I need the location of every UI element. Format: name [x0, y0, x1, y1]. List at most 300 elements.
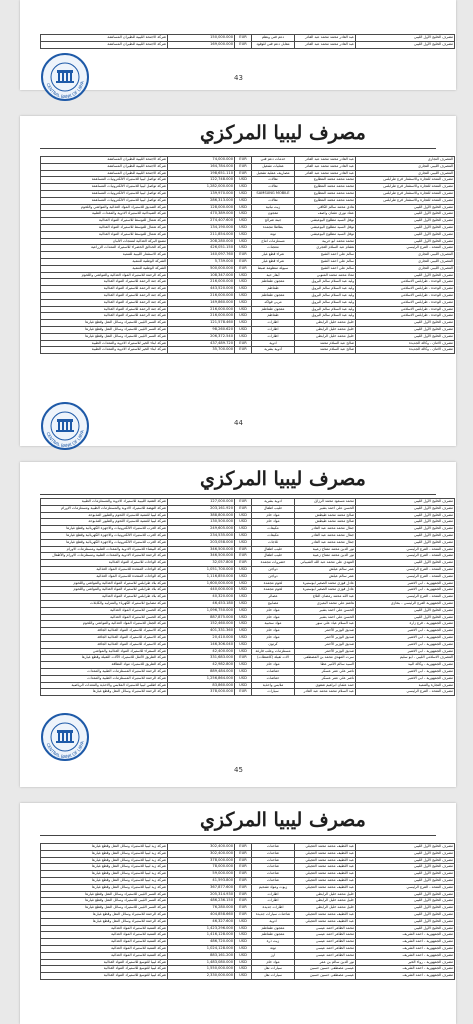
table-cell: 169,000.000 [168, 41, 235, 48]
table-cell: شاحنات [252, 850, 295, 857]
table-cell: شركة الرحمة للاستيراد وسائل النقل وقطع غيارها [41, 689, 168, 696]
table-cell: 367,877.600 [168, 884, 235, 891]
table-cell: 1,423,296.000 [168, 925, 235, 932]
table-cell: مصرف المتحد - الفرع الرئيسي [356, 546, 455, 553]
table-cell: اطارات [252, 320, 295, 327]
table-cell: 378,000.000 [168, 689, 235, 696]
table-cell: مصرف الوحدة - طرابلس الاسلامي [356, 279, 455, 286]
table-cell: USD [235, 320, 252, 327]
table-cell: شركة الرحمة للاستيراد الادوية والمعدات الطبية ومستلزمات الاورام والأطفال [41, 553, 168, 560]
table-cell: جمال محمد محمد عبد القادر [295, 532, 356, 539]
table-cell: شركة الجمل للاستيراد المواد الغذائية والمواشي واللحوم [41, 621, 168, 628]
table-cell: 74,000.000 [168, 157, 235, 164]
table-cell: الحسن علي احمد بشير [295, 607, 356, 614]
table-cell: مكيفات [252, 532, 295, 539]
table-row [41, 286, 455, 293]
table-cell: مواد خام [252, 519, 295, 526]
table-cell: 203,058.000 [168, 539, 235, 546]
table-row [41, 292, 455, 299]
table-row [41, 272, 455, 279]
table-cell: 440,000.000 [168, 587, 235, 594]
table-cell: المصرف التجاري [356, 157, 455, 164]
table-cell: USD [235, 966, 252, 973]
table-cell: الحسن علي احمد بشير [295, 505, 356, 512]
table-row [41, 326, 455, 333]
table-cell: ملابس واحذية [252, 682, 295, 689]
table-row [41, 553, 455, 560]
table-cell: 1,096,750.000 [168, 607, 235, 614]
page-number: 45 [234, 766, 243, 774]
table-cell: صالح عبد السلام محمد [295, 347, 356, 354]
table-cell: شركة شمال للتوسط للاستيراد المواد الغذائية [41, 231, 168, 238]
table-cell: USD [235, 614, 252, 621]
table-cell: شركة مصابيح للاستيراد الكهرباء والمنزليه والكابلات [41, 600, 168, 607]
table-row [41, 898, 455, 905]
table-cell: EUR [235, 347, 252, 354]
table-cell: شركة تواصل ليبيا للاستيراد الالكترونيات المساهمة [41, 177, 168, 184]
table-cell: مستلزمات وعلب فارغة [252, 648, 295, 655]
table-cell: مصرف الخليج الأول الليبي [356, 925, 455, 932]
table-cell: شركة الاجنحة الليبية للطيران المساهمة [41, 163, 168, 170]
table-cell: 404,858.660 [168, 911, 235, 918]
table-cell: عبد اللطيف محمد محمد العجيلي [295, 884, 356, 891]
table-cell: شركة النسر الليبي للاستيراد وسائل النقل وقطع غيارها [41, 333, 168, 340]
table-cell: شركة بلاد طرابلس للاستيراد المواد الغذائية [41, 594, 168, 601]
header-divider [40, 494, 436, 495]
table-cell: مصرف الخليج الأول الليبي [356, 238, 455, 245]
table-cell: وليد عبد السلام سالم البروق [295, 279, 356, 286]
table-cell: محمد مسعود محمد الرزاق [295, 499, 356, 506]
table-cell: USD [235, 945, 252, 952]
table-cell: شركة الرحمة للاستيراد المستلزمات الطبية والمعدات [41, 668, 168, 675]
table-cell: 889,484.000 [168, 668, 235, 675]
table-cell: EUR [235, 655, 252, 662]
table-row [41, 539, 455, 546]
table-cell: نوفل السيد مطلوع البوعيشي [295, 218, 356, 225]
table-body [41, 35, 455, 49]
table-cell: مصرف الجمهورية - احمد الشريف [356, 973, 455, 980]
table-cell: عادل فوزي محمد الصغير ابوستيرة [295, 587, 356, 594]
table-cell: USD [235, 973, 252, 980]
table-cell: سيارات نقل [252, 966, 295, 973]
table-row [41, 190, 455, 197]
central-bank-seal-icon [40, 52, 90, 102]
table-cell: هشام عبد السلام العجري [295, 245, 356, 252]
table-cell: شركة شمال للتوسط للاستيراد المواد الغذائية [41, 218, 168, 225]
table-cell: شراء قطع غيار [252, 252, 295, 259]
table-row [41, 532, 455, 539]
table-cell: شركة الصديق للاستيراد المواد الغذائية والمواشي واللحوم [41, 204, 168, 211]
table-cell: شركة الرحمة للاستيراد المواد الغذائية والمواشي واللحوم [41, 272, 168, 279]
table-cell: مصرف الخليج الأول الليبي [356, 211, 455, 218]
table-cell: شركة الاجنحة الليبية للطيران المساهمة [41, 170, 168, 177]
table-cell: 41,593.800 [168, 877, 235, 884]
table-cell: شركة زيد ليبيا للاستيراد وسائل النقل وقطع غيارها [41, 877, 168, 884]
table-cell: 274,407.600 [168, 218, 235, 225]
table-cell: شركة اطلس ليبيا للاستيراد الملابس والاحذية والمعدات الرياضية [41, 682, 168, 689]
table-row [41, 675, 455, 682]
table-cell: مربى فواكه [252, 299, 295, 306]
table-cell: وليد عبد السلام سالم البروق [295, 313, 356, 320]
table-cell: مصرف الخليج الأول الليبي [356, 864, 455, 871]
table-cell: دواجن [252, 573, 295, 580]
table-cell: مصرف الخليج الأول الليبي [356, 320, 455, 327]
table-cell: مصرف الخليج الأول الليبي [356, 333, 455, 340]
table-cell: USD [235, 197, 252, 204]
table-cell: عمر سالم عيلش [295, 573, 356, 580]
table-cell: مصرف الجمهورية - ابي الاشير [356, 587, 455, 594]
table-row [41, 204, 455, 211]
table-cell: السيد سالم الأمير عطا [295, 662, 356, 669]
table-cell: سيارات [252, 689, 295, 696]
table-cell: 346,500.000 [168, 546, 235, 553]
table-cell: 470,389.000 [168, 211, 235, 218]
table-cell: شركة ليبيا للتوسع للاستيراد المواد الغذائية [41, 966, 168, 973]
table-cell: خضروات مجمدة [252, 560, 295, 567]
table-cell: 150,000.000 [168, 35, 235, 42]
table-cell: شركة الاستثمار الليبية للتنمية [41, 252, 168, 259]
table-cell: EUR [235, 689, 252, 696]
table-row [41, 505, 455, 512]
page-header [20, 116, 456, 152]
table-cell: عبد السلام عياد علي سور [295, 621, 356, 628]
table-row [41, 265, 455, 272]
table-cell: USD [235, 573, 252, 580]
table-cell: شركة جنة الرحمة للاستيراد المواد الغذائية [41, 292, 168, 299]
table-cell: 32,057.800 [168, 560, 235, 567]
table-cell: 216,000.000 [168, 313, 235, 320]
table-cell: معجون طماطم [252, 925, 295, 932]
table-row [41, 157, 455, 164]
table-row [41, 607, 455, 614]
table-cell: معجون [252, 211, 295, 218]
table-cell: شاحنات [252, 857, 295, 864]
table-cell: مصرف الخليج الأول الليبي [356, 911, 455, 918]
table-cell: هادي محمد سالم الكافي [295, 204, 356, 211]
table-cell: مواد خام [252, 607, 295, 614]
table-cell: عيسى مصطفى حسين حسين [295, 973, 356, 980]
table-cell: 426,051.150 [168, 245, 235, 252]
table-cell: مصرف المتحد - الفرع الرئيسي [356, 594, 455, 601]
table-row [41, 184, 455, 191]
table-cell: خليل محمد خليل الرابطي [295, 891, 356, 898]
table-cell: شركة البيضاء للاستيراد الادوية والمعدات الطبية ومستلزمات الاورام [41, 546, 168, 553]
svg-text:CENTRAL BANK OF LIBYA: CENTRAL BANK OF LIBYA [45, 740, 85, 760]
page-number: 43 [234, 74, 243, 82]
table-cell: الات ثقيلة (كاشطات) [252, 655, 295, 662]
table-cell: USD [235, 333, 252, 340]
table-cell: 46,453.180 [168, 600, 235, 607]
table-cell: عبد اللطيف محمد محمد العجيلي [295, 850, 356, 857]
table-cell: مواد خام [252, 614, 295, 621]
table-cell: USD [235, 641, 252, 648]
table-cell: الشركة الوطنية للتنمية [41, 258, 168, 265]
table-cell: صديق الوزير الأحمر [295, 628, 356, 635]
table-cell: شركة تواصل ليبيا للاستيراد الالكترونيات المساهمة [41, 184, 168, 191]
table-cell: دعم فني ونظم [252, 35, 295, 42]
table-row [41, 668, 455, 675]
table-cell: USD [235, 566, 252, 573]
table-row [41, 218, 455, 225]
table-cell: شركة الغرب للاستيراد الالكترونيات والاجهزة الكهربائية وقطع غيارها [41, 526, 168, 533]
table-cell: محمد محمد محمد المطاوع [295, 190, 356, 197]
table-cell: حليب اطفال [252, 546, 295, 553]
table-cell: عبد اللطيف محمد محمد العجيلي [295, 844, 356, 851]
table-cell: مصرف الوحدة - طرابلس الاسلامي [356, 299, 455, 306]
table-cell: معجون طماطم [252, 932, 295, 939]
table-cell: مصرف الجمهورية - احمد الشريف [356, 932, 455, 939]
table-cell: عبد السلام محمد محمد عبد القادر [295, 689, 356, 696]
table-cell: 1,483,080.000 [168, 959, 235, 966]
table-cell: سرت المهدي محمد بن المصطفى [295, 655, 356, 662]
table-row [41, 224, 455, 231]
table-row [41, 238, 455, 245]
table-cell: المصرف الليبي التجاري [356, 170, 455, 177]
table-cell: 205,314.930 [168, 891, 235, 898]
table-cell: معجون طماطم [252, 292, 295, 299]
table-cell: 128,000.000 [168, 204, 235, 211]
table-cell: شاحنات [252, 864, 295, 871]
table-cell: EUR [235, 546, 252, 553]
table-cell: شركة الرحمة للاستيراد وسائل النقل وقطع غيارها [41, 918, 168, 925]
table-cell: 437,489.720 [168, 340, 235, 347]
table-cell: 40,320.000 [168, 594, 235, 601]
table-cell: 1,550,000.000 [168, 966, 235, 973]
table-cell: شركة جنة الرحمة للاستيراد المواد الغذائية [41, 286, 168, 293]
svg-text:CENTRAL BANK OF LIBYA: CENTRAL BANK OF LIBYA [45, 80, 85, 100]
table-cell: معجنات [252, 245, 295, 252]
table-cell: 388,800.000 [168, 512, 235, 519]
table-row [41, 306, 455, 313]
table-cell: USD [235, 532, 252, 539]
table-row [41, 857, 455, 864]
table-cell: USD [235, 952, 252, 959]
table-row [41, 258, 455, 265]
table-cell: 140,097.760 [168, 252, 235, 259]
table-cell: لحوم مجمدة [252, 580, 295, 587]
table-cell: مصرف الجمهورية - ابي الاشير [356, 628, 455, 635]
table-cell: عبد الله محمد رمضان التلاع [295, 594, 356, 601]
table-cell: شركة الاستيراد للاستيراد المواد الغذائية الجافة [41, 634, 168, 641]
table-cell: المصرف الليبي التجاري [356, 265, 455, 272]
table-cell: مصرف الخليج الأول الليبي [356, 532, 455, 539]
table-cell: شركة التنمية للاستيراد المواد الغذائية [41, 932, 168, 939]
table-cell: مواد خام [252, 959, 295, 966]
table-cell: 286,313.000 [168, 197, 235, 204]
table-cell: EUR [235, 884, 252, 891]
document-page-43 [20, 0, 456, 100]
table-cell: شراء قطع غيار [252, 258, 295, 265]
table-cell: عيسى مصطفى حسين حسين [295, 966, 356, 973]
table-cell: وليد عبد السلام سالم البروق [295, 292, 356, 299]
table-cell: شركة بلاد طرابلس للاستيراد المواد الغذائية والمواشي واللحوم [41, 580, 168, 587]
table-cell: 149,860.000 [168, 299, 235, 306]
table-cell: عبد القادر محمد محمد عبد القادر [295, 41, 356, 48]
table-cell: صديق الوزير الأحمر [295, 641, 356, 648]
table-row [41, 197, 455, 204]
table-row [41, 313, 455, 320]
table-cell: سالم علي احمد الشيخ [295, 252, 356, 259]
table-cell: شركة جنة الرحمة للاستيراد المواد الغذائية [41, 299, 168, 306]
transactions-table [40, 34, 455, 49]
table-row [41, 333, 455, 340]
table-cell: USD [235, 682, 252, 689]
table-cell: شركة جنة الرحمة للاستيراد المواد الغذائية [41, 306, 168, 313]
table-cell: شركة الحسن للاستيراد المواد الغذائية [41, 607, 168, 614]
table-row [41, 911, 455, 918]
table-cell: خدمات دعم فني [252, 157, 295, 164]
table-cell: محمد محمد محمد المطاوع [295, 184, 356, 191]
table-cell: شركة زيد ليبيا للاستيراد وسائل النقل وقطع غيارها [41, 844, 168, 851]
table-cell: مصرف الخليج الأول الليبي [356, 850, 455, 857]
table-cell: مصرف الجمهورية - ابي الاشير [356, 641, 455, 648]
table-cell: EUR [235, 41, 252, 48]
table-cell: USD [235, 272, 252, 279]
table-cell: محمد محمد محمد المطاوع [295, 197, 356, 204]
table-cell: USD [235, 932, 252, 939]
table-cell: 1,416,128.000 [168, 932, 235, 939]
table-cell: الشركة الوطنية للتنمية [41, 265, 168, 272]
table-cell: USD [235, 512, 252, 519]
table-row [41, 252, 455, 259]
table-cell: مصرف الجمهورية - احمد الشريف [356, 945, 455, 952]
table-row [41, 211, 455, 218]
table-cell: شركة زيد ليبيا للاستيراد وسائل النقل وقطع غيارها [41, 884, 168, 891]
table-cell: سيارات نقل [252, 973, 295, 980]
table-row [41, 587, 455, 594]
table-cell: 122,748.000 [168, 177, 235, 184]
table-cell: حليب اطفال [252, 505, 295, 512]
table-cell: لحوم مجمدة [252, 587, 295, 594]
table-cell: EUR [235, 553, 252, 560]
table-cell: 146,306.040 [168, 641, 235, 648]
table-cell: 302,400.000 [168, 844, 235, 851]
table-cell: 121,578.460 [168, 320, 235, 327]
table-cell: مصرف المتحد - الفرع الرئيسي [356, 566, 455, 573]
table-cell: المصرف الليبي التجاري [356, 252, 455, 259]
table-cell: خليل محمد خليل الرابطي [295, 333, 356, 340]
table-cell: مصرف الوحدة - طرابلس الاسلامي [356, 292, 455, 299]
table-cell: 234,535.000 [168, 532, 235, 539]
table-cell: اطارات [252, 891, 295, 898]
table-cell: ادوية [252, 340, 295, 347]
table-cell: شركة التنمية للاستيراد المواد الغذائية [41, 939, 168, 946]
table-cell: شركة الطريق الأمثل للاستيراد الآلات الثقيلة وقطع غيارها [41, 655, 168, 662]
table-cell: شركة الصيدلانية للاستيراد الادوية والمعدات الطبية [41, 211, 168, 218]
table-row [41, 682, 455, 689]
table-row [41, 621, 455, 628]
table-cell: مصرف التجارة والتنمية [356, 682, 455, 689]
table-cell: شركة جنة الرحمة للاستيراد المواد الغذائية [41, 279, 168, 286]
table-cell: صديق الوزير الأحمر [295, 634, 356, 641]
table-cell: مصرف الجمهورية - احمد الشريف [356, 939, 455, 946]
table-cell: مصرف الجمهورية - ابي الاشير [356, 580, 455, 587]
table-cell: 378,000.000 [168, 857, 235, 864]
table-row [41, 580, 455, 587]
table-cell: سيولة منظومة ضبط [252, 265, 295, 272]
table-cell: EUR [235, 170, 252, 177]
table-cell: طماطم [252, 286, 295, 293]
table-cell: EUR [235, 157, 252, 164]
table-cell: اطارات جديدة [252, 905, 295, 912]
table-cell: شركة الحسن للاستيراد المواد الغذائية [41, 614, 168, 621]
table-row [41, 871, 455, 878]
table-cell: 198,651.110 [168, 170, 235, 177]
table-cell: مصرف المتحد - الفرع الرئيسي [356, 884, 455, 891]
transactions-table [40, 498, 455, 696]
transactions-table [40, 156, 455, 354]
table-cell: المهدي علي محمد عبد الله الشيباني [295, 560, 356, 567]
table-cell: EUR [235, 560, 252, 567]
table-cell: مصرف الجمهورية - ابي الاشير [356, 668, 455, 675]
table-cell: شاحنات [252, 844, 295, 851]
table-cell: شركة التنمية للاستيراد المواد الغذائية [41, 925, 168, 932]
table-cell: 443,520.000 [168, 286, 235, 293]
table-cell: مصرف الجمهورية - احمد الشريف [356, 966, 455, 973]
transactions-table [40, 843, 455, 980]
table-cell: 206,372.540 [168, 333, 235, 340]
table-cell: خليل محمد خليل الرابطي [295, 320, 356, 327]
table-cell: مواد سحبية [252, 621, 295, 628]
table-cell: USD [235, 279, 252, 286]
table-cell: نور الدين سالم بن عمر [295, 959, 356, 966]
table-cell: عبد القادر محمد محمد عبد القادر [295, 157, 356, 164]
table-cell: USD [235, 607, 252, 614]
table-row [41, 279, 455, 286]
table-row [41, 973, 455, 980]
central-bank-seal-icon [40, 712, 90, 762]
table-cell: 216,000.000 [168, 292, 235, 299]
table-cell: شركة شمال للتوسط للاستيراد المواد الغذائية [41, 224, 168, 231]
table-row [41, 925, 455, 932]
table-cell: مصرف الخليج الأول الليبي [356, 871, 455, 878]
table-cell: حليب اطفال [252, 553, 295, 560]
table-row [41, 35, 455, 42]
table-cell: EUR [235, 850, 252, 857]
table-cell: شركة الاستيراد للاستيراد المواد الغذائية الجافة [41, 628, 168, 635]
table-row [41, 655, 455, 662]
table-row [41, 177, 455, 184]
table-row [41, 170, 455, 177]
table-row [41, 952, 455, 959]
table-cell: مصرف الخليج الأول الليبي [356, 891, 455, 898]
bank-logo-title: مصرف ليبيا المركزي [200, 809, 366, 831]
table-cell: 20,410.000 [168, 634, 235, 641]
table-cell: جبنة شرائح [252, 218, 295, 225]
header-divider [40, 148, 436, 149]
table-cell: مصرف الجمهورية - فرع زارة [356, 621, 455, 628]
table-cell: مصرف الخليج الأول الليبي [356, 41, 455, 48]
table-cell: مصرف الخليج الأول الليبي [356, 526, 455, 533]
table-cell: محمد الطاهر احمد عيسى [295, 939, 356, 946]
table-cell: ناصر علي عمر عسكر [295, 668, 356, 675]
table-cell: USD [235, 245, 252, 252]
table-body [41, 157, 455, 354]
table-cell: 401,331.360 [168, 628, 235, 635]
table-cell: EUR [235, 864, 252, 871]
table-cell: شركة جنة الرحمة للاستيراد المواد الغذائية [41, 313, 168, 320]
table-cell: صالح عبد السلام محمد [295, 340, 356, 347]
table-cell: مصرف الخليج الأول الليبي [356, 204, 455, 211]
table-cell: مصرف المتحد للتجارة والاستثمار فرع طرابلس [356, 190, 455, 197]
table-body [41, 499, 455, 696]
table-cell: عبد القادر محمد محمد عبد القادر [295, 35, 356, 42]
page-header [20, 803, 456, 839]
table-row [41, 512, 455, 519]
table-cell: USD [235, 648, 252, 655]
table-cell: نقالات [252, 177, 295, 184]
table-cell: نوفل السيد مطلوع البوعيشي [295, 224, 356, 231]
